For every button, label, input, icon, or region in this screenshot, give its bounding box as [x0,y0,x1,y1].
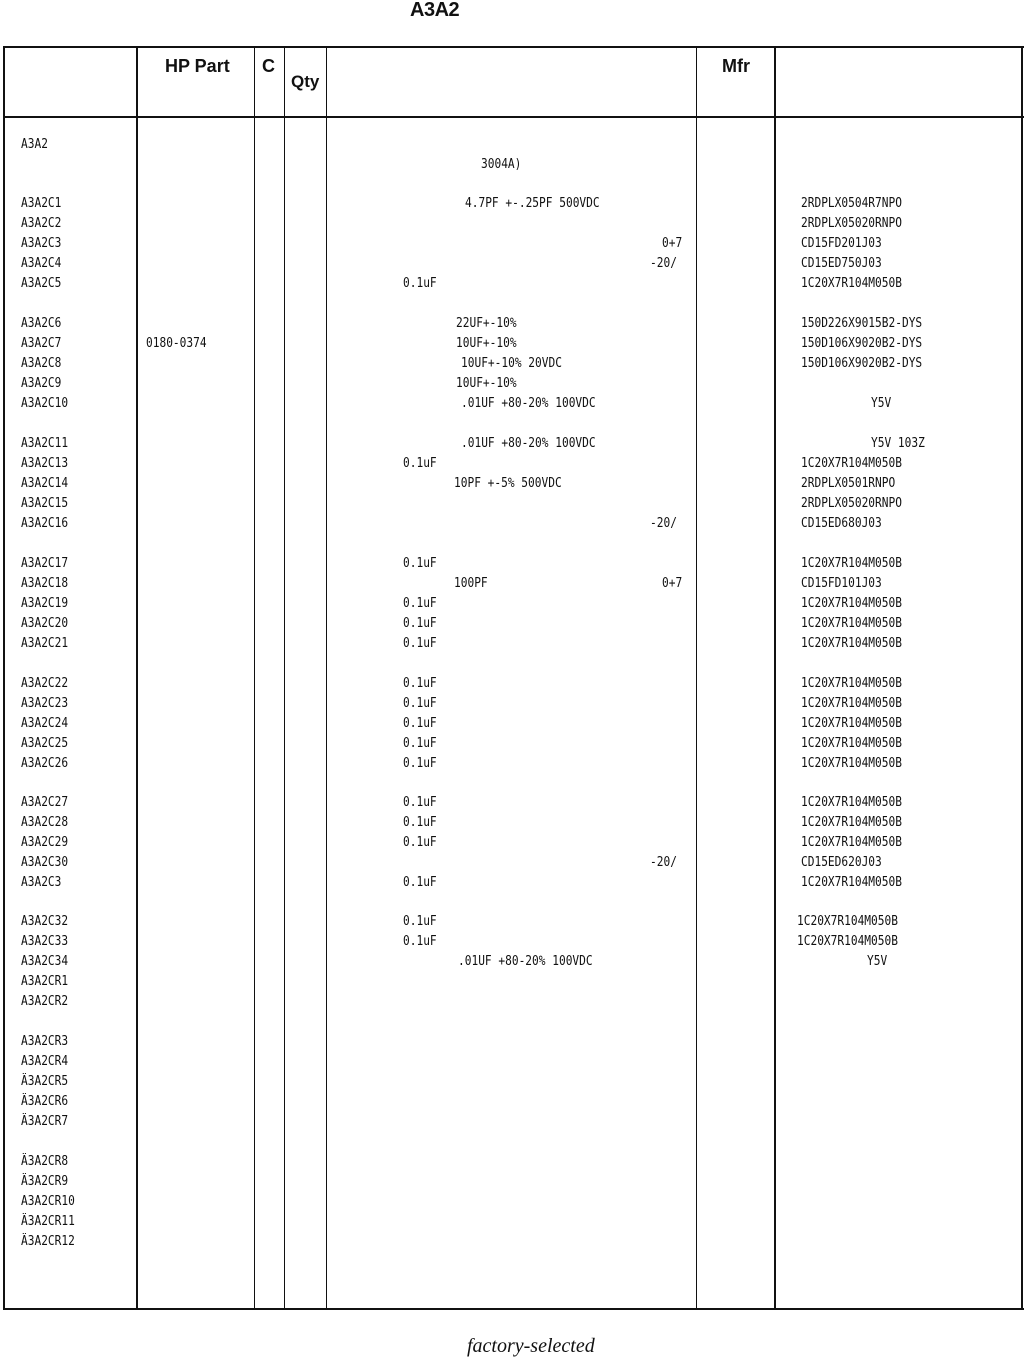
row-ref: A3A2C22 [21,676,69,691]
row-ref: A3A2CR2 [21,994,69,1009]
row-ref: A3A2 [21,137,48,152]
row-desc: 0+7 [662,236,683,251]
header-qty: Qty [291,72,320,91]
row-ref: A3A2C5 [21,276,62,291]
table-top-border [3,46,1024,48]
row-mfr-part: 150D106X9020B2-DYS [801,336,923,351]
row-mfr-part: CD15FD201J03 [801,236,882,251]
row-mfr-part: 1C20X7R104M050B [801,276,902,291]
table-bottom-border [3,1308,1024,1310]
row-mfr-part: 1C20X7R104M050B [801,716,902,731]
row-ref: Ä3A2CR12 [21,1234,75,1249]
row-mfr-part: 1C20X7R104M050B [801,875,902,890]
row-mfr-part: 1C20X7R104M050B [797,934,898,949]
row-desc: 100PF [454,576,488,591]
row-ref: A3A2C11 [21,436,69,451]
row-ref: Ä3A2CR11 [21,1214,75,1229]
row-ref: A3A2C18 [21,576,69,591]
row-ref: A3A2C8 [21,356,62,371]
row-ref: A3A2C34 [21,954,69,969]
row-mfr-part: 150D106X9020B2-DYS [801,356,923,371]
row-desc: 0.1uF [403,875,437,890]
row-mfr-part: 2RDPLX05020RNPO [801,496,902,511]
row-ref: Ä3A2CR6 [21,1094,69,1109]
row-mfr-part: 1C20X7R104M050B [801,696,902,711]
row-mfr-part: 1C20X7R104M050B [801,596,902,611]
row-ref: A3A2CR4 [21,1054,69,1069]
row-ref: A3A2C28 [21,815,69,830]
row-ref: A3A2C23 [21,696,69,711]
row-desc: 0.1uF [403,736,437,751]
row-ref: A3A2CR1 [21,974,69,989]
header-hp-part: HP Part [165,56,230,76]
row-mfr-part: 1C20X7R104M050B [801,456,902,471]
row-ref: Ä3A2CR7 [21,1114,69,1129]
row-ref: A3A2C2 [21,216,62,231]
row-mfr-part: Y5V [867,954,888,969]
row-desc: 0.1uF [403,716,437,731]
col-border-left [3,46,5,1310]
col-border-c-qty [284,46,285,1310]
row-mfr-part: CD15ED680J03 [801,516,882,531]
row-ref: A3A2C4 [21,256,62,271]
row-desc: 0.1uF [403,795,437,810]
row-ref: A3A2C21 [21,636,69,651]
row-mfr-part: Y5V 103Z [871,436,925,451]
row-desc: 3004A) [481,157,522,172]
row-desc: 10UF+-10% [456,336,517,351]
row-desc: 22UF+-10% [456,316,517,331]
row-desc: .01UF +80-20% 100VDC [461,396,596,411]
row-ref: A3A2C24 [21,716,69,731]
col-border-qty-desc [326,46,327,1310]
page-title: A3A2 [410,0,460,21]
row-desc: 0.1uF [403,676,437,691]
row-ref: A3A2C1 [21,196,62,211]
col-border-right [1021,46,1023,1310]
row-desc: 0.1uF [403,636,437,651]
col-border-desc-mfr [696,46,697,1310]
row-mfr-part: 1C20X7R104M050B [801,616,902,631]
row-ref: A3A2C3 [21,875,62,890]
row-desc: 0.1uF [403,696,437,711]
row-ref: A3A2C7 [21,336,62,351]
row-ref: Ä3A2CR5 [21,1074,69,1089]
row-ref: A3A2CR10 [21,1194,75,1209]
row-ref: A3A2C29 [21,835,69,850]
col-border-mfr-mfrpart [774,46,776,1310]
row-desc: 0.1uF [403,934,437,949]
row-desc: 0.1uF [403,556,437,571]
header-mfr: Mfr [722,56,750,76]
row-desc: -20/ [650,855,677,870]
row-mfr-part: 1C20X7R104M050B [801,756,902,771]
row-mfr-part: 1C20X7R104M050B [801,676,902,691]
row-mfr-part: 2RDPLX05020RNPO [801,216,902,231]
row-ref: A3A2C27 [21,795,69,810]
row-desc: 10UF+-10% 20VDC [461,356,562,371]
row-mfr-part: 1C20X7R104M050B [801,556,902,571]
row-desc: 0.1uF [403,815,437,830]
col-border-ref-part [136,46,138,1310]
row-ref: Ä3A2CR9 [21,1174,69,1189]
header-bottom-border [3,116,1024,118]
footer-note: factory-selected [467,1335,595,1357]
row-mfr-part: 1C20X7R104M050B [801,835,902,850]
row-ref: A3A2C30 [21,855,69,870]
row-desc: .01UF +80-20% 100VDC [461,436,596,451]
row-mfr-part: CD15ED750J03 [801,256,882,271]
row-desc: -20/ [650,256,677,271]
row-desc: 0.1uF [403,616,437,631]
row-desc: .01UF +80-20% 100VDC [458,954,593,969]
row-ref: A3A2C17 [21,556,69,571]
row-part: 0180-0374 [146,336,207,351]
row-mfr-part: 1C20X7R104M050B [801,736,902,751]
row-ref: A3A2C33 [21,934,69,949]
row-ref: A3A2C14 [21,476,69,491]
row-mfr-part: 1C20X7R104M050B [801,815,902,830]
row-desc: 0.1uF [403,914,437,929]
row-desc: 0.1uF [403,596,437,611]
row-ref: A3A2C20 [21,616,69,631]
row-desc: 10PF +-5% 500VDC [454,476,562,491]
row-desc: 0.1uF [403,835,437,850]
row-mfr-part: Y5V [871,396,892,411]
row-desc: 4.7PF +-.25PF 500VDC [465,196,600,211]
row-ref: A3A2C26 [21,756,69,771]
row-ref: A3A2C9 [21,376,62,391]
row-ref: A3A2C16 [21,516,69,531]
row-desc: 10UF+-10% [456,376,517,391]
row-desc: 0.1uF [403,456,437,471]
header-c: C [262,56,275,76]
row-desc: -20/ [650,516,677,531]
row-ref: A3A2C25 [21,736,69,751]
col-border-part-c [254,46,255,1310]
row-ref: A3A2CR3 [21,1034,69,1049]
row-ref: A3A2C3 [21,236,62,251]
row-ref: A3A2C19 [21,596,69,611]
row-ref: A3A2C13 [21,456,69,471]
row-desc: 0.1uF [403,276,437,291]
row-mfr-part: 1C20X7R104M050B [801,795,902,810]
row-ref: Ä3A2CR8 [21,1154,69,1169]
row-ref: A3A2C15 [21,496,69,511]
row-desc: 0.1uF [403,756,437,771]
row-mfr-part: CD15ED620J03 [801,855,882,870]
row-mfr-part: 1C20X7R104M050B [801,636,902,651]
row-mfr-part: 1C20X7R104M050B [797,914,898,929]
row-mfr-part: 2RDPLX0501RNPO [801,476,896,491]
row-ref: A3A2C10 [21,396,69,411]
row-ref: A3A2C32 [21,914,69,929]
row-mfr-part: CD15FD101J03 [801,576,882,591]
row-mfr-part: 150D226X9015B2-DYS [801,316,923,331]
row-mfr-part: 2RDPLX0504R7NPO [801,196,902,211]
row-desc-extra: 0+7 [662,576,683,591]
row-ref: A3A2C6 [21,316,62,331]
